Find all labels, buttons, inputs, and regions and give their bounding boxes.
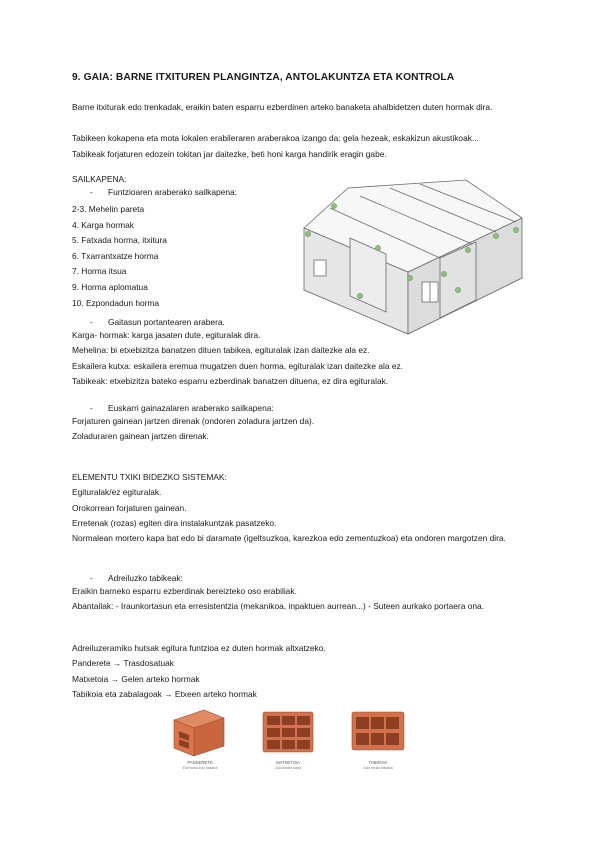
- bullet-funtzioa-label: Funtzioaren araberako sailkapena:: [108, 187, 237, 197]
- bullet-gaitasuna: - Gaitasun portantearen arabera.: [90, 317, 225, 327]
- support-line: Forjaturen gainean jartzen direnak (ondoren zoladura jartzen da).: [72, 416, 315, 426]
- intro-paragraph-1: Barne itxiturak edo trenkadak, eraikin baten esparru ezberdinen arteko banaketa ahalbidetzen duten hormak dira.: [72, 102, 493, 112]
- final-line: Panderete → Trasdosatuak: [72, 658, 174, 668]
- list-item: 9. Horma aplomatua: [72, 281, 148, 292]
- final-line: Tabikoia eta zabalagoak → Etxeen arteko hormak: [72, 689, 257, 699]
- brick-label: TABIKOIA: [368, 760, 388, 765]
- house-walls-illustration: [290, 178, 525, 336]
- section-heading-elementu: ELEMENTU TXIKI BIDEZKO SISTEMAK:: [72, 472, 227, 482]
- final-line: Matxetoia → Gelen arteko hormak: [72, 674, 200, 684]
- bricks-illustration: [170, 706, 430, 772]
- brick-tabikoia-image: [352, 712, 404, 750]
- final-line: Adreiluzeramiko hutsak egitura funtzioa ez duten hormak altxatzeko.: [72, 643, 326, 653]
- page-title: 9. GAIA: BARNE ITXITUREN PLANGINTZA, ANTOLAKUNTZA ETA KONTROLA: [72, 72, 455, 83]
- intro-paragraph-3: Tabikeak forjaturen edozein tokitan jar daitezke, beti honi karga handirik eragin gabe.: [72, 149, 387, 159]
- list-item: 6. Txarrantxatze horma: [72, 250, 159, 261]
- advantages-paragraph: Abantailak: - Iraunkortasun eta erresistentzia (mekanikoa, inpaktuen aurrean...) - Suteen aurkako portaera ona.: [72, 601, 485, 611]
- elementu-paragraph: Normalean mortero kapa bat edo bi daramate (igeltsuzkoa, karezkoa edo zementuzkoa) eta ondoren margotzen dira.: [72, 533, 506, 543]
- bullet-euskarri-label: Euskarri gainazalaren araberako sailkapena:: [108, 403, 274, 413]
- list-item: 10. Ezpondadun horma: [72, 297, 160, 308]
- brick-matxetoia-image: [263, 712, 313, 752]
- elementu-line: Erretenak (rozas) egiten dira instalakuntzak pasatzeko.: [72, 518, 277, 528]
- brick-label: MATXETOIA: [276, 760, 300, 765]
- bullet-funtzioa: - Funtzioaren araberako sailkapena:: [90, 187, 237, 197]
- capacity-line: Eskailera kutxa: eskailera eremua mugatzen duen horma, egituralak izan daitezke ala ez.: [72, 361, 403, 371]
- bullet-euskarri: - Euskarri gainazalaren araberako sailkapena:: [90, 403, 274, 413]
- bullet-adreilu-label: Adreiluzko tabikeak:: [108, 573, 183, 583]
- elementu-line: Egituralak/ez egituralak.: [72, 487, 162, 497]
- brick-sublabel: Erdi hutsa zulo bakarra: [182, 766, 218, 770]
- support-line: Zoladuraren gainean jartzen direnak.: [72, 431, 209, 441]
- list-item: 5. Fatxada horma, itxitura: [72, 235, 167, 246]
- list-item: 2-3. Mehelin pareta: [72, 204, 145, 214]
- bullet-gaitasuna-label: Gaitasun portantearen arabera.: [108, 317, 225, 327]
- adreilu-line: Eraikin barneko esparru ezberdinak bereizteko oso erabiliak.: [72, 586, 297, 596]
- list-item: 4. Karga hormak: [72, 219, 134, 230]
- brick-sublabel: Zulo bikoitz luzea: [274, 766, 302, 770]
- list-item: 7. Horma itsua: [72, 266, 127, 277]
- capacity-line: Mehelina: bi etxebizitza banatzen dituen tabikea, egituralak izan daitezke ala ez.: [72, 345, 370, 355]
- section-heading-sailkapena: SAILKAPENA:: [72, 174, 127, 184]
- wall-types-list: [72, 202, 167, 311]
- brick-label: PANDERETE: [187, 760, 213, 765]
- intro-paragraph-2: Tabikeen kokapena eta mota lokalen erabileraren araberakoa izango da: gela hezeak, eskakizun akustikoak...: [72, 133, 479, 143]
- brick-sublabel: Zulo hiruko bikoitza: [363, 766, 393, 770]
- capacity-line: Karga- hormak: karga jasaten dute, egituralak dira.: [72, 330, 261, 340]
- capacity-line: Tabikeak: etxebizitza bateko esparru ezberdinak banatzen dituena, ez dira egituralak.: [72, 376, 389, 386]
- elementu-line: Orokorrean forjaturen gainean.: [72, 503, 187, 513]
- brick-panderete-image: [174, 710, 224, 756]
- bullet-adreilu: - Adreiluzko tabikeak:: [90, 573, 183, 583]
